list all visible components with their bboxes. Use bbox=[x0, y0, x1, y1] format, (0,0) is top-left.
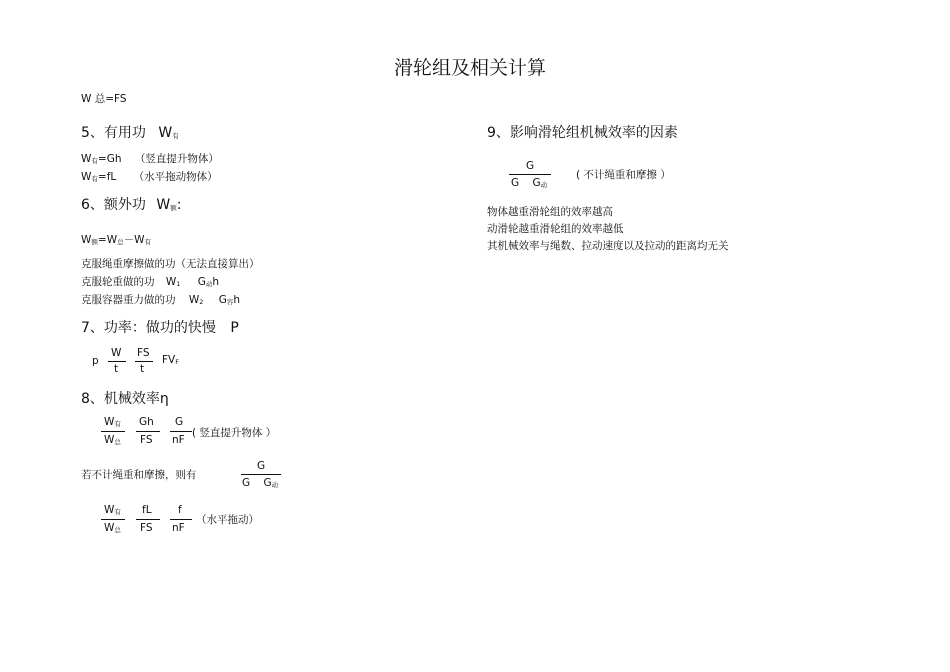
eff1-den-2: FS bbox=[140, 434, 153, 446]
cond-num: G bbox=[257, 460, 266, 472]
section-5-symbol: W有 bbox=[158, 125, 179, 141]
extra-work-formula: W额=W总－W有 bbox=[81, 234, 151, 246]
rope-friction-note: 克服绳重摩擦做的功（无法直接算出） bbox=[81, 258, 260, 270]
section-7-symbol: P bbox=[230, 320, 239, 336]
power-p: p bbox=[92, 355, 99, 367]
eff1-line-2 bbox=[136, 431, 160, 432]
section-5-title: 5、有用功 bbox=[81, 125, 146, 141]
eff3-num-2: fL bbox=[142, 504, 152, 516]
eff1-num-1: W有 bbox=[104, 416, 121, 428]
sec9-num: G bbox=[526, 160, 535, 172]
pulley-weight-note: 克服轮重做的功 W1 G动h bbox=[81, 276, 220, 288]
no-friction-condition: 若不计绳重和摩擦，则有 bbox=[81, 469, 197, 481]
useful-work-horizontal-note: （水平拖动物体） bbox=[133, 171, 218, 183]
power-fraction-2-den: t bbox=[140, 363, 145, 375]
power-fraction-2-num: FS bbox=[137, 347, 150, 359]
sec9-line bbox=[509, 174, 551, 175]
container-weight-note: 克服容器重力做的功 W2 G容h bbox=[81, 294, 241, 306]
useful-work-vertical-note: （竖直提升物体） bbox=[134, 153, 219, 165]
eff3-line-3 bbox=[170, 519, 192, 520]
cond-den: G G动 bbox=[242, 477, 279, 489]
eff1-den-1: W总 bbox=[104, 434, 121, 446]
factor-3: 其机械效率与绳数、拉动速度以及拉动的距离均无关 bbox=[487, 240, 729, 252]
factor-1: 物体越重滑轮组的效率越高 bbox=[487, 206, 613, 218]
eff1-line-3 bbox=[170, 431, 192, 432]
power-fraction-1-line bbox=[108, 361, 126, 362]
eff3-note: （水平拖动） bbox=[196, 514, 259, 526]
section-5-heading bbox=[81, 122, 179, 142]
power-fv: FVF bbox=[162, 354, 179, 366]
factor-2: 动滑轮越重滑轮组的效率越低 bbox=[487, 223, 624, 235]
power-fraction-1-den: t bbox=[114, 363, 119, 375]
eff3-den-2: FS bbox=[140, 522, 153, 534]
eff3-line-2 bbox=[136, 519, 160, 520]
eff3-den-3: nF bbox=[172, 522, 185, 534]
total-work-formula: W 总=FS bbox=[81, 93, 127, 105]
section-6-title: 6、额外功 bbox=[81, 197, 146, 213]
eff3-den-1: W总 bbox=[104, 522, 121, 534]
eff3-line-1 bbox=[101, 519, 125, 520]
section-6-symbol: W额: bbox=[156, 197, 182, 213]
eff1-note: ( 竖直提升物体 ） bbox=[192, 427, 277, 439]
section-7-heading bbox=[81, 317, 239, 337]
section-6-heading bbox=[81, 194, 181, 214]
eff3-num-3: f bbox=[178, 504, 182, 516]
section-9-heading: 9、影响滑轮组机械效率的因素 bbox=[487, 125, 678, 141]
eff3-num-1: W有 bbox=[104, 504, 121, 516]
eff1-line-1 bbox=[101, 431, 125, 432]
page-title: 滑轮组及相关计算 bbox=[394, 57, 547, 79]
cond-line bbox=[241, 474, 281, 475]
sec9-den: G G动 bbox=[511, 177, 548, 189]
section-8-heading: 8、机械效率η bbox=[81, 391, 169, 407]
useful-work-vertical: W有=Gh （竖直提升物体） bbox=[81, 153, 219, 165]
power-fraction-2-line bbox=[135, 361, 153, 362]
useful-work-horizontal: W有=fL （水平拖动物体） bbox=[81, 171, 218, 183]
eff1-den-3: nF bbox=[172, 434, 185, 446]
section-7-title: 7、功率：做功的快慢 bbox=[81, 320, 216, 336]
eff1-num-3: G bbox=[175, 416, 184, 428]
eff1-num-2: Gh bbox=[139, 416, 154, 428]
sec9-note: ( 不计绳重和摩擦 ） bbox=[576, 169, 671, 181]
power-fraction-1-num: W bbox=[111, 347, 122, 359]
